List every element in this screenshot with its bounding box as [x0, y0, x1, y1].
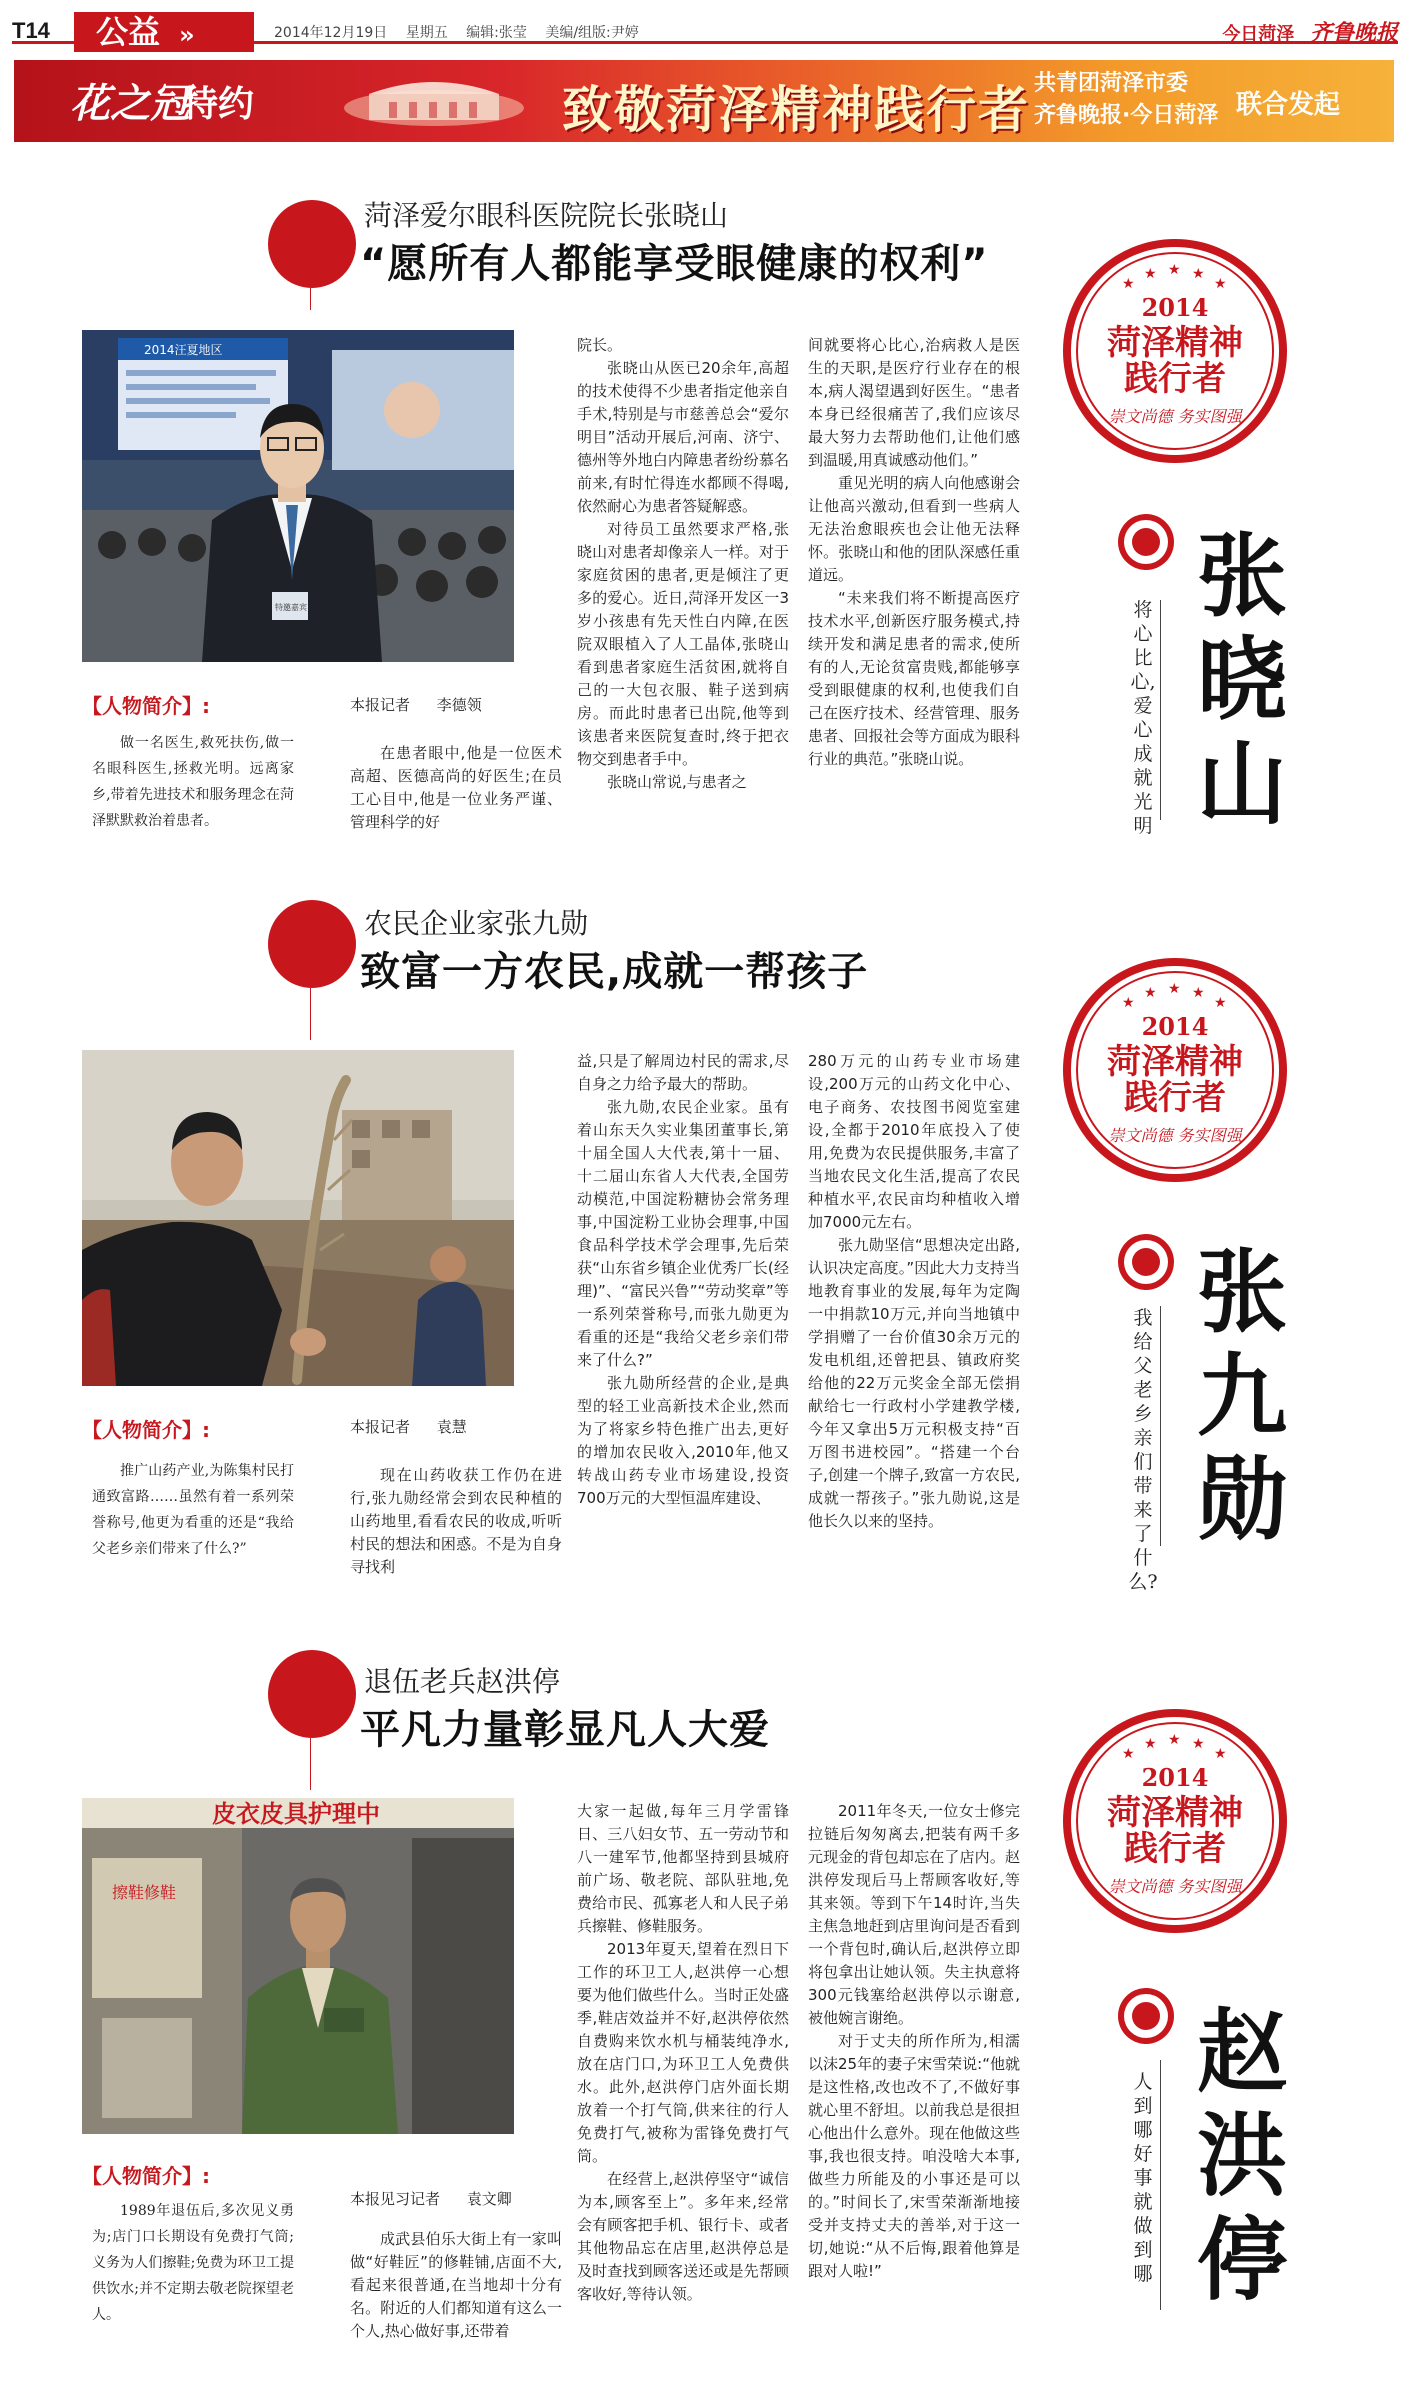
- article-1-rule: [310, 288, 311, 310]
- article-2-intro: 推广山药产业,为陈集村民打通致富路……虽然有着一系列荣誉称号,他更为看重的还是“我给父老乡亲们带来了什么?”: [92, 1463, 294, 1557]
- article-3-intro: 1989年退伍后,多次见义勇为;店门口长期设有免费打气筒;义务为人们擦鞋;免费为环卫工提供饮水;并不定期去敬老院探望老人。: [92, 2203, 294, 2323]
- paragraph: 对待员工虽然要求严格,张晓山对患者却像亲人一样。对于家庭贫困的患者,更是倾注了更多的爱心。近日,菏泽开发区一3岁小孩患有先天性白内障,在医院双眼植入了人工晶体,张晓山看到患者家庭生活贫困,就将自己的一大包衣服、鞋子送到病房。而此时患者已出院,他等到该患者来医院复查时,终于把衣物交到患者手中。: [577, 520, 789, 768]
- seal-year: 2014: [1141, 1763, 1209, 1792]
- article-2-subtitle: 农民企业家张九勋: [364, 907, 589, 940]
- article-2-name: 张九勋: [1197, 1239, 1287, 1553]
- article-3-name: 赵洪停: [1197, 1999, 1287, 2313]
- article-1-intro-heading: 【人物简介】:: [82, 694, 210, 718]
- svg-text:★: ★: [1168, 981, 1181, 997]
- name-badge-icon: [1116, 512, 1176, 572]
- article-2-motto: 我给父老乡亲们带来了什么?: [1128, 1307, 1158, 1593]
- article-2-col-0: [350, 1464, 562, 1579]
- paragraph: 对于丈夫的所作所为,相濡以沫25年的妻子宋雪荣说:“他就是这性格,改也改不了,不做好事就心里不舒坦。以前我总是很担心他出什么意外。现在他做这些事,我也很支持。咱没啥大本事,做些力所能及的小事还是可以的。”时间长了,宋雪荣渐渐地接受并支持丈夫的善举,对于这一切,她说:“从不后悔,跟着他算是跟对人啦!”: [808, 2032, 1020, 2280]
- seal-line2: 践行者: [1124, 1829, 1226, 1869]
- svg-text:★: ★: [1192, 985, 1205, 1001]
- chevron-right-icon: »: [179, 21, 195, 49]
- svg-text:★: ★: [1168, 262, 1181, 278]
- shop-sign-text: 皮衣皮具护理中: [212, 1800, 380, 1828]
- organizer-2: 齐鲁晚报·今日菏泽: [1034, 103, 1219, 128]
- seal-badge: [1060, 1706, 1290, 1936]
- paragraph: 张九勋坚信“思想决定出路,认识决定高度。”因此大力支持当地教育事业的发展,每年为定陶一中捐款10万元,并向当地镇中学捐赠了一台价值30余万元的发电机组,还曾把县、镇政府奖给他的22万元奖金全部无偿捐献给七一行政村小学建教学楼,今年又拿出5万元积极支持“百万图书进校园”。“搭建一个台子,创建一个牌子,致富一方农民,成就一帮孩子。”张九勋说,这是他长久以来的坚持。: [808, 1236, 1020, 1530]
- article-3-col-1: [577, 1800, 789, 2306]
- organizer-1: 共青团菏泽市委: [1034, 71, 1189, 96]
- paragraph: 张晓山常说,与患者之: [607, 773, 747, 791]
- badge-text: 特邀嘉宾: [275, 603, 307, 612]
- paragraph: 在经营上,赵洪停坚守“诚信为本,顾客至上”。多年来,经常会有顾客把手机、银行卡、或者其他物品忘在店里,赵洪停总是及时查找到顾客送还或是先帮顾客收好,等待认领。: [577, 2170, 789, 2303]
- article-3-headline: 平凡力量彰显凡人大爱: [360, 1707, 770, 1753]
- article-2-byline: [350, 1416, 467, 1437]
- sponsor-suffix: 特约: [182, 84, 255, 125]
- svg-text:★: ★: [1168, 1732, 1181, 1748]
- article-2-headline: 致富一方农民,成就一帮孩子: [360, 949, 869, 995]
- paragraph: 重见光明的病人向他感谢会让他高兴激动,但看到一些病人无法治愈眼疾也会让他无法释怀。张晓山和他的团队深感任重道远。: [808, 474, 1020, 584]
- paragraph: 益,只是了解周边村民的需求,尽自身之力给予最大的帮助。: [577, 1052, 789, 1093]
- paragraph: 大家一起做,每年三月学雷锋日、三八妇女节、五一劳动节和八一建军节,他都坚持到县城府前广场、敬老院、部队驻地,免费给市民、孤寡老人和人民子弟兵擦鞋、修鞋服务。: [577, 1802, 789, 1935]
- article-1-motto: 将心比心,爱心成就光明: [1130, 599, 1156, 837]
- svg-text:★: ★: [1122, 276, 1135, 292]
- svg-text:★: ★: [1144, 1736, 1157, 1752]
- shop-sign-left: 擦鞋修鞋: [112, 1883, 177, 1902]
- building-illustration: [329, 74, 539, 132]
- article-3-motto: 人到哪好事就做到哪: [1133, 2071, 1153, 2285]
- editor: 编辑:张莹: [466, 25, 527, 41]
- section-label: 公益: [96, 13, 161, 51]
- page-header: [12, 13, 1398, 51]
- seal-line1: 菏泽精神: [1107, 1042, 1243, 1082]
- article-2-marker: [268, 900, 356, 988]
- paragraph: 间就要将心比心,治病救人是医生的天职,是医疗行业存在的根本,病人渴望遇到好医生。“患者本身已经很痛苦了,我们应该尽最大努力去帮助他们,让他们感到温暖,用真诚感动他们。”: [808, 336, 1020, 469]
- svg-text:★: ★: [1214, 276, 1227, 292]
- paragraph: 在患者眼中,他是一位医术高超、医德高尚的好医生;在员工心目中,他是一位业务严谨、管理科学的好: [350, 744, 562, 831]
- veteran-photo: [82, 1798, 514, 2134]
- article-3-subtitle: 退伍老兵赵洪停: [364, 1665, 561, 1698]
- seal-motto: 崇文尚德 务实图强: [1108, 1126, 1242, 1145]
- article-3-rule: [310, 1738, 311, 1790]
- article-3-byline: [350, 2188, 512, 2209]
- article-3-photo: [82, 1798, 514, 2134]
- article-3-col-0: [350, 2228, 562, 2343]
- byline-label: 本报记者: [350, 1418, 411, 1436]
- article-2-photo: [82, 1050, 514, 1386]
- section-tab[interactable]: [74, 12, 254, 52]
- article-1-col-1-lead: [350, 742, 562, 834]
- article-3-col-2: [808, 1800, 1020, 2283]
- seal-badge: [1060, 236, 1290, 466]
- paragraph: 张九勋,农民企业家。虽有着山东天久实业集团董事长,第十届全国人大代表,第十一届、十二届山东省人大代表,全国劳动模范,中国淀粉糖协会常务理事,中国淀粉工业协会理事,中国食品科学技术学会理事,先后荣获“山东省乡镇企业优秀厂长(经理)”、“富民兴鲁”“劳动奖章”等一系列荣誉称号,而张九勋更为看重的还是“我给父老乡亲们带来了什么?”: [577, 1098, 789, 1369]
- byline-reporter: 袁文卿: [466, 2190, 512, 2208]
- paragraph: 成武县伯乐大街上有一家叫做“好鞋匠”的修鞋铺,店面不大,看起来很普通,在当地却十分有名。附近的人们都知道有这么一个人,热心做好事,还带着: [350, 2230, 562, 2340]
- seal-line2: 践行者: [1124, 1078, 1226, 1118]
- launch-text: 联合发起: [1236, 90, 1341, 120]
- svg-text:★: ★: [1122, 995, 1135, 1011]
- banner-slogan: 致敬菏泽精神践行者: [562, 80, 1030, 139]
- name-badge-icon: [1116, 1232, 1176, 1292]
- page-number: T14: [12, 18, 50, 43]
- name-badge-icon: [1116, 1986, 1176, 2046]
- svg-text:★: ★: [1144, 266, 1157, 282]
- svg-text:★: ★: [1144, 985, 1157, 1001]
- byline-reporter: 袁慧: [436, 1418, 467, 1436]
- seal-year: 2014: [1141, 293, 1209, 322]
- article-3-intro-heading: 【人物简介】:: [82, 2164, 210, 2188]
- screen-title-text: 2014汪夏地区: [144, 343, 223, 357]
- paragraph: 现在山药收获工作仍在进行,张九勋经常会到农民种植的山药地里,看看农民的收成,听听村民的想法和困惑。不是为自身寻找利: [350, 1466, 562, 1576]
- paragraph: 张晓山从医已20余年,高超的技术使得不少患者指定他亲自手术,特别是与市慈善总会“爱尔明目”活动开展后,河南、济宁、德州等外地白内障患者纷纷慕名前来,有时忙得连水都顾不得喝,依然耐心为患者答疑解惑。: [577, 359, 789, 515]
- paragraph: 张九勋所经营的企业,是典型的轻工业高新技术企业,然而为了将家乡特色推广出去,更好的增加农民收入,2010年,他又转战山药专业市场建设,投资700万元的大型恒温库建设、: [577, 1374, 789, 1507]
- seal-motto: 崇文尚德 务实图强: [1108, 1877, 1242, 1896]
- article-1-photo: [82, 330, 514, 662]
- issue-date: 2014年12月19日: [274, 25, 388, 41]
- paragraph: 2011年冬天,一位女士修完拉链后匆匆离去,把装有两千多元现金的背包却忘在了店内。赵洪停发现后马上帮顾客收好,等其来领。等到下午14时许,当失主焦急地赶到店里询问是否看到一个背包时,确认后,赵洪停立即将包拿出让她认领。失主执意将300元钱塞给赵洪停以示谢意,被他婉言谢绝。: [808, 1802, 1020, 2027]
- article-1-marker: [268, 200, 356, 288]
- svg-text:★: ★: [1192, 266, 1205, 282]
- seal-line1: 菏泽精神: [1107, 323, 1243, 363]
- article-2-col-1: [577, 1050, 789, 1510]
- publication-name: 齐鲁晚报: [1309, 21, 1398, 46]
- name-divider: [1160, 2060, 1161, 2310]
- byline-label: 本报记者: [350, 696, 411, 714]
- svg-text:★: ★: [1214, 1746, 1227, 1762]
- name-divider: [1160, 600, 1161, 820]
- article-1-byline: [350, 694, 482, 715]
- byline-reporter: 李德领: [436, 696, 482, 714]
- doctor-photo: [82, 330, 514, 662]
- seal-year: 2014: [1141, 1012, 1209, 1041]
- name-divider: [1160, 1306, 1161, 1546]
- paragraph: 院长。: [577, 336, 623, 354]
- article-1-subtitle: 菏泽爱尔眼科医院院长张晓山: [364, 199, 729, 232]
- svg-text:★: ★: [1122, 1746, 1135, 1762]
- article-1-col-2: [808, 334, 1020, 771]
- article-2-col-2: [808, 1050, 1020, 1533]
- paragraph: 280万元的山药专业市场建设,200万元的山药文化中心、电子商务、农技图书阅览室建设,全都于2010年底投入了使用,免费为农民提供服务,丰富了当地农民文化生活,提高了农民种植水平,农民亩均种植收入增加7000元左右。: [808, 1052, 1020, 1231]
- organizers: [1034, 68, 1218, 132]
- seal-badge: [1060, 955, 1290, 1185]
- svg-text:★: ★: [1192, 1736, 1205, 1752]
- article-1-headline: “愿所有人都能享受眼健康的权利”: [360, 241, 989, 287]
- paragraph: 2013年夏天,望着在烈日下工作的环卫工人,赵洪停一心想要为他们做些什么。当时正处盛季,鞋店效益并不好,赵洪停依然自费购来饮水机与桶装纯净水,放在店门口,为环卫工人免费供水。此外,赵洪停门店外面长期放着一个打气筒,供来往的行人免费打气,被称为雷锋免费打气筒。: [577, 1940, 789, 2165]
- campaign-banner: [14, 60, 1394, 142]
- seal-line1: 菏泽精神: [1107, 1793, 1243, 1833]
- farmer-photo: [82, 1050, 514, 1386]
- sponsor-brand: 花之冠: [70, 80, 190, 127]
- paragraph: “未来我们将不断提高医疗技术水平,创新医疗服务模式,持续开发和满足患者的需求,使所有的人,无论贫富贵贱,都能够享受到眼健康的权利,也使我们自己在医疗技术、经营管理、服务患者、回报社会等方面成为眼科行业的典范。”张晓山说。: [808, 589, 1020, 768]
- seal-line2: 践行者: [1124, 359, 1226, 399]
- article-1-intro: 做一名医生,救死扶伤,做一名眼科医生,拯救光明。远离家乡,带着先进技术和服务理念在菏泽默默救治着患者。: [92, 735, 294, 829]
- article-1-name: 张晓山: [1197, 523, 1287, 837]
- edition-name: 今日菏泽: [1222, 24, 1295, 45]
- issue-weekday: 星期五: [405, 25, 448, 41]
- article-1-col-1: [577, 334, 789, 794]
- article-2-intro-heading: 【人物简介】:: [82, 1418, 210, 1442]
- header-meta: [274, 22, 639, 42]
- publication-mark: [1222, 16, 1398, 47]
- byline-label: 本报见习记者: [350, 2190, 441, 2208]
- seal-motto: 崇文尚德 务实图强: [1108, 407, 1242, 426]
- art-editor: 美编/组版:尹婷: [545, 25, 639, 41]
- svg-text:★: ★: [1214, 995, 1227, 1011]
- article-2-rule: [310, 988, 311, 1040]
- article-3-marker: [268, 1650, 356, 1738]
